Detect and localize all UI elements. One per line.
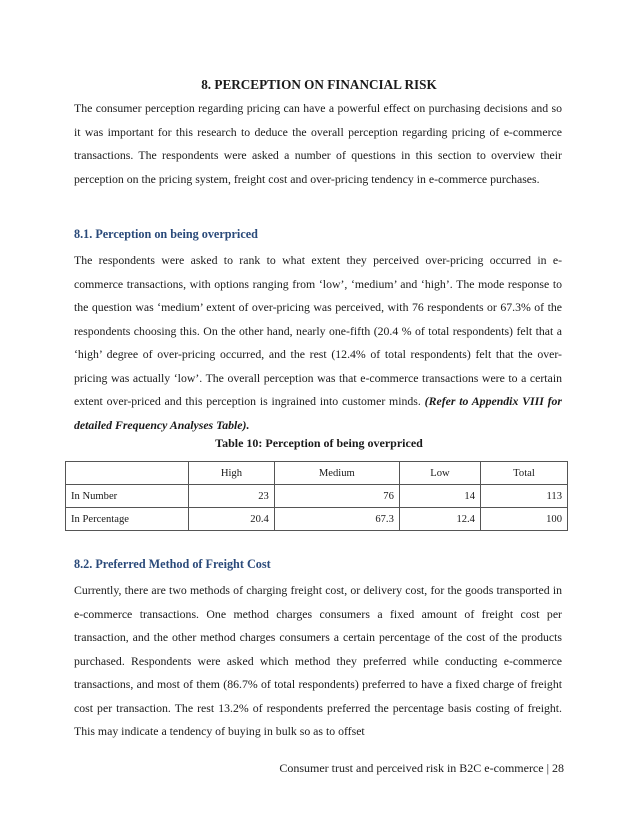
table-cell: 100: [480, 508, 567, 531]
table-caption: Table 10: Perception of being overpriced: [215, 436, 423, 450]
table-row-label: In Percentage: [66, 508, 189, 531]
overpriced-body-text: The respondents were asked to rank to what extent they perceived over-pricing occurred in e-commerce transactions, with options ranging from ‘low’, ‘medium’ and ‘high’. The mode response to the question was ‘medium’ extent of over-pricing was perceived, with 76 respondents or 67.3% of the respondents choosing this. On the other hand, nearly one-fifth (20.4 % of total respondents) felt that a ‘high’ degree of over-pricing occurred, and the rest (12.4% of total respondents) felt that the over-pricing was actually ‘low’. The overall perception was that e-commerce transactions were to a certain extent over-priced and this perception is ingrained into customer minds.: [74, 253, 562, 408]
freight-paragraph: Currently, there are two methods of charging freight cost, or delivery cost, for the goods transported in e-commerce transactions. One method charges consumers a fixed amount of freight cost per transaction, and the other method charges consumers a certain percentage of the cost of the products purchased. Respondents were asked which method they preferred while conducting e-commerce transactions, and most of them (86.7% of total respondents) preferred to have a fixed charge of freight cost per transaction. The rest 13.2% of respondents preferred the percentage basis costing of freight. This may indicate a tendency of buying in bulk so as to offset: [74, 583, 562, 738]
subsection-heading-8-2: 8.2. Preferred Method of Freight Cost: [74, 557, 271, 571]
table-row: [66, 508, 568, 531]
table-header-cell: [66, 462, 189, 485]
table-cell: 113: [480, 485, 567, 508]
appendix-reference: (Refer to Appendix VIII for detailed Frequency Analyses Table).: [74, 394, 563, 432]
table-row-label: In Number: [66, 485, 189, 508]
table-header-row: [66, 462, 568, 485]
page-footer: Consumer trust and perceived risk in B2C e-commerce | 28: [279, 761, 564, 775]
table-header-cell: Medium: [274, 462, 399, 485]
table-cell: 67.3: [274, 508, 399, 531]
table-header-cell: Total: [480, 462, 567, 485]
table-row: [66, 485, 568, 508]
table-header-cell: Low: [399, 462, 480, 485]
table-cell: 14: [399, 485, 480, 508]
overpriced-paragraph: [74, 249, 562, 437]
table-cell: 12.4: [399, 508, 480, 531]
section-heading: 8. PERCEPTION ON FINANCIAL RISK: [201, 77, 437, 92]
table-header-cell: High: [189, 462, 275, 485]
overpriced-table: [65, 461, 568, 531]
table-cell: 76: [274, 485, 399, 508]
table-cell: 23: [189, 485, 275, 508]
intro-paragraph: The consumer perception regarding pricing can have a powerful effect on purchasing decisions and so it was important for this research to deduce the overall perception regarding pricing of e-commerce transactions. The respondents were asked a number of questions in this section to overview their perception on the pricing system, freight cost and over-pricing tendency in e-commerce purchases.: [74, 101, 562, 186]
table-cell: 20.4: [189, 508, 275, 531]
subsection-heading-8-1: 8.1. Perception on being overpriced: [74, 227, 258, 241]
